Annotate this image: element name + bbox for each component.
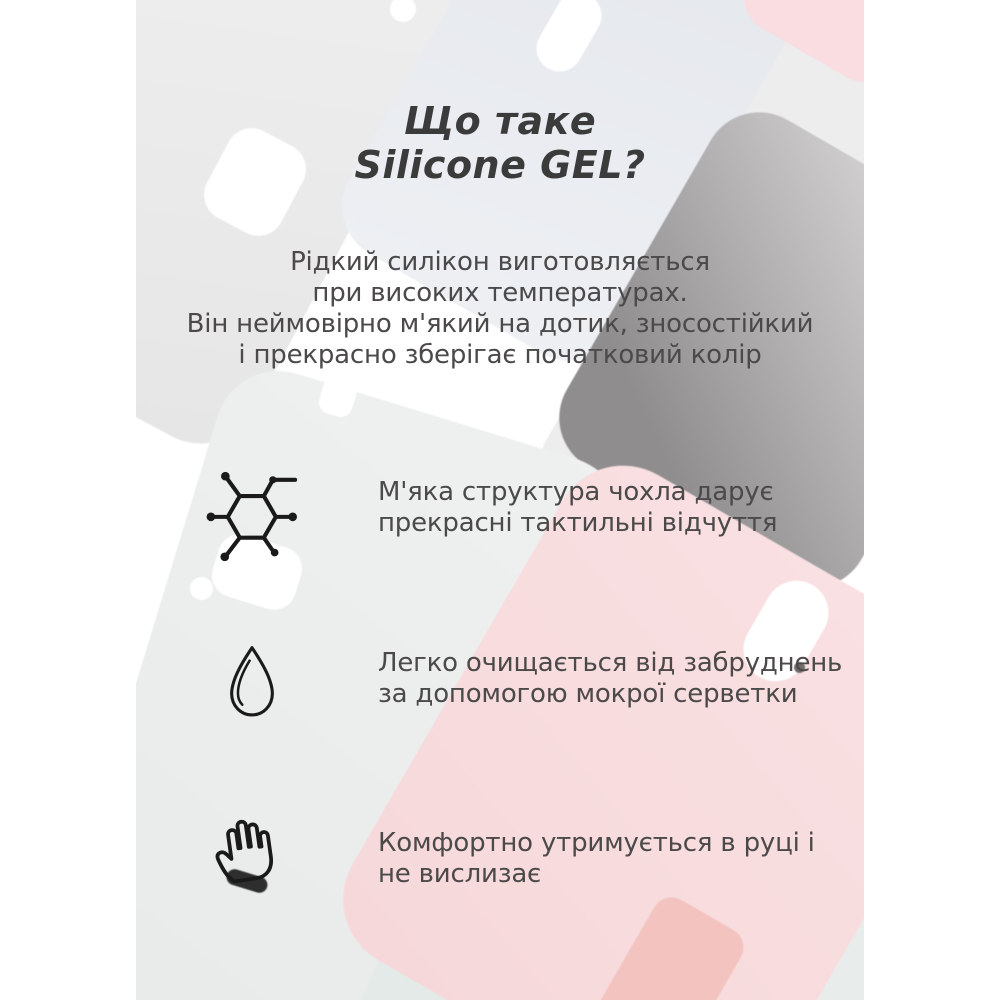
intro-line: Він неймовірно м'який на дотик, зносостійкий xyxy=(186,309,814,339)
feature-line: М'яка структура чохла дарує xyxy=(378,477,774,507)
intro-line: і прекрасно зберігає початковий колір xyxy=(238,340,762,370)
feature-easy-cleaning xyxy=(378,648,842,710)
title-line-2: Silicone GEL? xyxy=(354,143,646,188)
intro-line: при високих температурах. xyxy=(312,278,688,308)
feature-soft-structure xyxy=(378,477,777,539)
feature-comfortable-grip xyxy=(378,828,815,890)
water-drop-icon xyxy=(221,642,283,722)
page-title xyxy=(0,99,1000,187)
molecule-icon xyxy=(206,466,300,567)
hand-icon xyxy=(203,809,282,891)
feature-line: Легко очищається від забруднень xyxy=(378,648,843,678)
feature-line: за допомогою мокрої серветки xyxy=(378,679,798,709)
feature-line: прекрасні тактильні відчуття xyxy=(378,508,778,538)
feature-line: Комфортно утримується в руці і xyxy=(378,828,815,858)
intro-line: Рідкий силікон виготовляється xyxy=(290,247,710,277)
title-line-1: Що таке xyxy=(403,99,597,144)
intro-paragraph xyxy=(0,247,1000,371)
feature-line: не вислизає xyxy=(378,859,542,889)
